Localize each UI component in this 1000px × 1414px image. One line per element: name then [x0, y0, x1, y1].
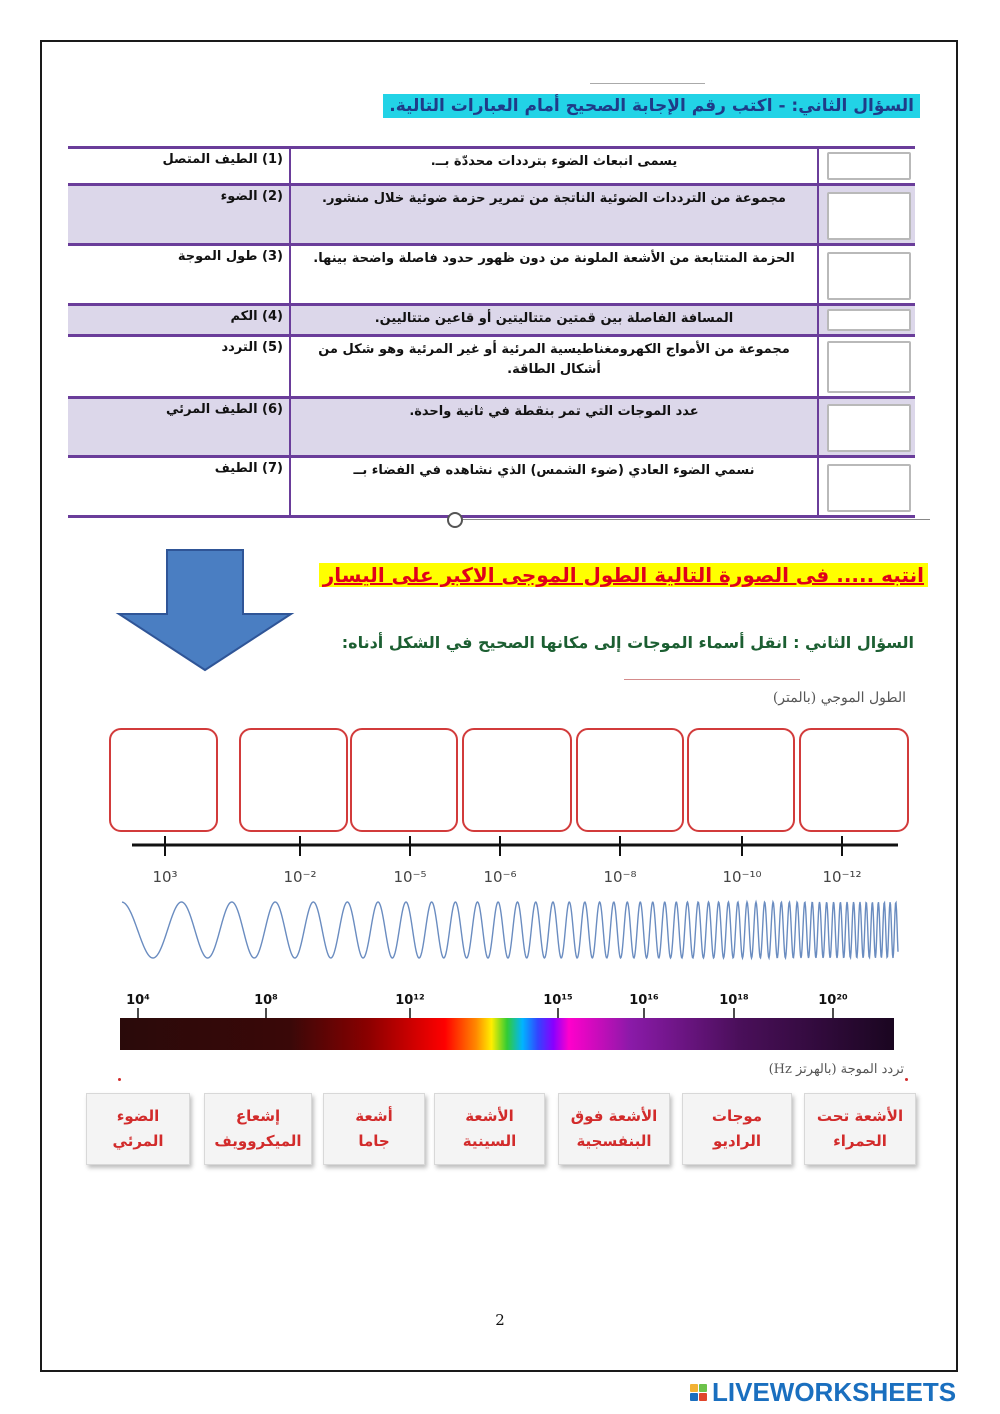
resize-line: [455, 519, 930, 520]
statement-6: عدد الموجات التي تمر بنقطة في ثانية واحدة.: [290, 398, 818, 457]
word-card-7[interactable]: الأشعة تحت الحمراء: [804, 1093, 916, 1165]
wavelength-tick-label: 10⁻¹⁰: [722, 868, 762, 886]
brand-name: LIVEWORKSHEETS: [712, 1377, 957, 1407]
answer-input-4[interactable]: [827, 309, 911, 331]
option-4: (4) الكم: [68, 305, 290, 336]
wavelength-label: الطول الموجي (بالمتر): [772, 690, 906, 706]
table-row: [68, 336, 915, 398]
resize-handle[interactable]: [447, 512, 463, 528]
table-row: [68, 398, 915, 457]
page-number: 2: [495, 1311, 505, 1329]
word-card-5[interactable]: الأشعة فوق البنفسجية: [558, 1093, 670, 1165]
table-row: [68, 457, 915, 517]
table-row: [68, 305, 915, 336]
dot-mark: [905, 1078, 908, 1081]
wavelength-tick-label: 10⁻²: [283, 868, 317, 886]
frequency-tick-label: 10¹⁵: [543, 993, 573, 1008]
wavelength-tick-label: 10⁻⁶: [483, 868, 517, 886]
statement-4: المسافة الفاصلة بين قمتين متتاليتين أو قاعين متتاليين.: [290, 305, 818, 336]
statement-3: الحزمة المتتابعة من الأشعة الملونة من دون ظهور حدود فاصلة واضحة بينها.: [290, 245, 818, 305]
option-5: (5) التردد: [68, 336, 290, 398]
drop-target-6[interactable]: [687, 728, 795, 832]
word-card-4[interactable]: الأشعة السينية: [434, 1093, 545, 1165]
question2-title: السؤال الثاني : انقل أسماء الموجات إلى مكانها الصحيح في الشكل أدناه:: [341, 633, 914, 652]
option-7: (7) الطيف: [68, 457, 290, 517]
table-row: [68, 185, 915, 245]
frequency-tick-label: 10⁸: [254, 993, 278, 1008]
answer-input-2[interactable]: [827, 192, 911, 240]
matching-table: [68, 146, 915, 518]
drop-target-2[interactable]: [239, 728, 348, 832]
question1-title: السؤال الثاني: - اكتب رقم الإجابة الصحيح أمام العبارات التالية.: [383, 94, 920, 118]
frequency-label: تردد الموجة (بالهرتز Hz): [768, 1062, 904, 1077]
frequency-tick-label: 10¹⁸: [719, 993, 749, 1008]
answer-input-6[interactable]: [827, 404, 911, 452]
word-card-1[interactable]: الضوء المرئي: [86, 1093, 190, 1165]
drop-target-7[interactable]: [799, 728, 909, 832]
table-row: [68, 148, 915, 185]
answer-input-1[interactable]: [827, 152, 911, 180]
attention-note: انتبه ..... فى الصورة التالية الطول الموجى الاكبر على اليسار: [319, 563, 928, 587]
frequency-tick-label: 10²⁰: [818, 993, 848, 1008]
drop-target-5[interactable]: [576, 728, 684, 832]
logo-icon: [690, 1384, 707, 1401]
option-3: (3) طول الموجة: [68, 245, 290, 305]
wavelength-tick-label: 10⁻⁸: [603, 868, 637, 886]
drop-target-3[interactable]: [350, 728, 458, 832]
word-card-6[interactable]: موجات الراديو: [682, 1093, 792, 1165]
dot-mark: [118, 1078, 121, 1081]
option-2: (2) الضوء: [68, 185, 290, 245]
table-row: [68, 245, 915, 305]
word-card-2[interactable]: إشعاع الميكروويف: [204, 1093, 312, 1165]
answer-input-7[interactable]: [827, 464, 911, 512]
statement-5: مجموعة من الأمواج الكهرومغناطيسية المرئية أو غير المرئية وهو شكل من أشكال الطاقة.: [290, 336, 818, 398]
statement-2: مجموعة من الترددات الضوئية الناتجة من تمرير حزمة ضوئية خلال منشور.: [290, 185, 818, 245]
down-arrow-icon: [115, 548, 295, 673]
frequency-tick-label: 10⁴: [126, 993, 150, 1008]
wavelength-tick-label: 10⁻⁵: [393, 868, 427, 886]
answer-input-5[interactable]: [827, 341, 911, 393]
drop-target-1[interactable]: [109, 728, 218, 832]
frequency-tick-label: 10¹²: [395, 993, 425, 1008]
option-1: (1) الطيف المتصل: [68, 148, 290, 185]
statement-1: يسمى انبعاث الضوء بترددات محددّة بــ.: [290, 148, 818, 185]
wavelength-tick-label: 10⁻¹²: [822, 868, 862, 886]
title-underline: [624, 679, 800, 680]
wavelength-tick-label: 10³: [152, 868, 178, 886]
statement-7: نسمي الضوء العادي (ضوء الشمس) الذي نشاهده في الفضاء بــ: [290, 457, 818, 517]
brand-logo: [690, 1377, 956, 1408]
frequency-tick-label: 10¹⁶: [629, 993, 659, 1008]
word-card-3[interactable]: أشعة جاما: [323, 1093, 425, 1165]
option-6: (6) الطيف المرئي: [68, 398, 290, 457]
top-divider: [590, 83, 705, 84]
answer-input-3[interactable]: [827, 252, 911, 300]
drop-target-4[interactable]: [462, 728, 572, 832]
